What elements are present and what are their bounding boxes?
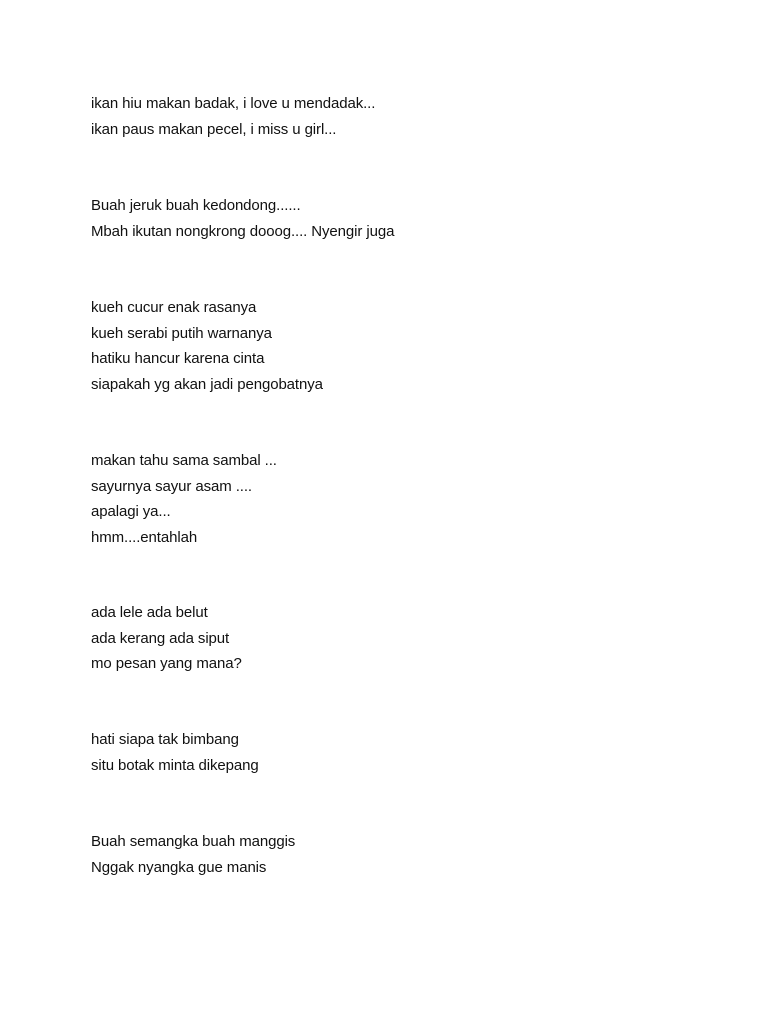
text-line: Nggak nyangka gue manis: [91, 858, 267, 876]
text-line: kueh serabi putih warnanya: [91, 324, 272, 342]
text-line: mo pesan yang mana?: [91, 655, 242, 672]
text-line: hmm....entahlah: [91, 528, 198, 546]
text-line: apalagi ya...: [91, 503, 171, 520]
text-line: ikan hiu makan badak, i love u mendadak...: [91, 95, 376, 112]
text-line: ikan paus makan pecel, i miss u girl...: [91, 120, 337, 138]
text-line: makan tahu sama sambal ...: [91, 452, 277, 469]
text-line: situ botak minta dikepang: [91, 756, 259, 774]
text-line: Buah semangka buah manggis: [91, 833, 296, 850]
pantun-stanza: [91, 91, 375, 142]
pantun-stanza: [91, 600, 242, 677]
text-line: hatiku hancur karena cinta: [91, 350, 265, 367]
pantun-stanza: [91, 448, 277, 550]
pantun-stanza: [91, 193, 394, 244]
pantun-stanza: [91, 829, 295, 880]
text-line: Buah jeruk buah kedondong......: [91, 197, 301, 214]
text-line: ada lele ada belut: [91, 604, 208, 621]
pantun-stanza: [91, 727, 259, 778]
text-line: Mbah ikutan nongkrong dooog.... Nyengir juga: [91, 222, 395, 240]
pantun-stanza: [91, 295, 323, 397]
text-line: sayurnya sayur asam ....: [91, 477, 252, 495]
text-line: hati siapa tak bimbang: [91, 731, 239, 748]
text-line: siapakah yg akan jadi pengobatnya: [91, 375, 323, 393]
text-line: ada kerang ada siput: [91, 629, 230, 647]
text-line: kueh cucur enak rasanya: [91, 299, 257, 316]
